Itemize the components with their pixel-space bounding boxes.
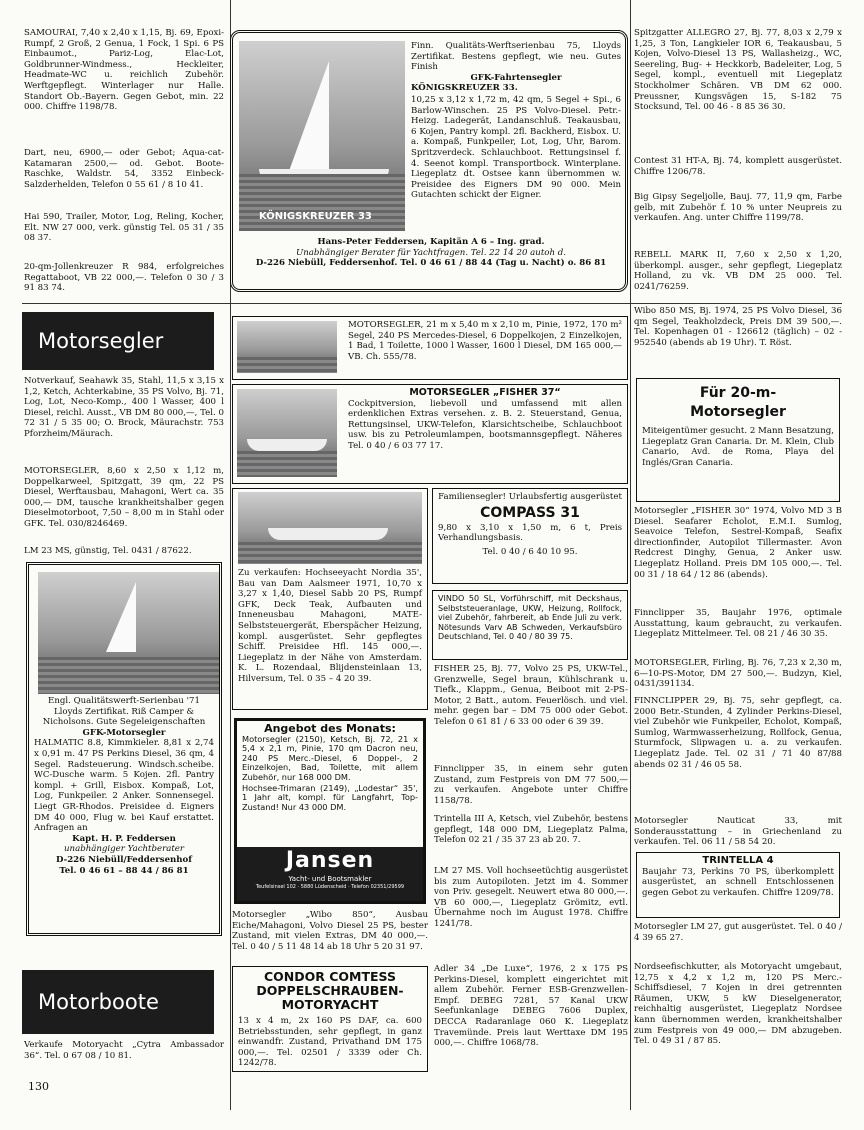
ad-jansen [234,718,426,904]
koenigskreuzer-heading: GFK-Fahrtensegler [470,72,562,83]
ad-firling: MOTORSEGLER, Firling, Bj. 76, 7,23 x 2,30 m, 6—10-PS-Motor, DM 27 500,—. Budzyn, Kiel, 0431/391134. [634,658,842,690]
photo-caption: KÖNIGSKREUZER 33 [259,211,372,223]
ad-trintella-3: Trintella III A, Ketsch, viel Zubehör, bestens gepflegt, 148 000 DM, Liegeplatz Palma, Telefon 02 21 / 35 37 23 ab 20. 7. [434,814,628,846]
compass-phone: Tel. 0 40 / 6 40 10 95. [482,546,578,557]
halmatic-intro: Engl. Qualitätswerft-Serienbau '71 Lloyds Zertifikat. Riß Camper & Nicholsons. Gute Segeleigenschaften [42,696,206,728]
ad-nauticat: Motorsegler Nauticat 33, mit Sonderausstattung – in Griechenland zu verkaufen. Tel. 06 11 / 58 54 20. [634,816,842,848]
jansen-offer-1: Motorsegler (2150), Ketsch, Bj. 72, 21 x 5,4 x 2,1 m, Pinie, 170 qm Dacron neu, 240 PS Merc.-Diesel, 6 Doppel-, 2 Einzelkojen, Bad, Toilette, mit allem Zubehör, nur 168 000 DM. [242,733,418,782]
ad-nordia [232,488,428,710]
ad-fisher-37 [232,384,628,484]
ad-lm27: LM 27 MS. Voll hochseetüchtig ausgerüstet bis zum Autopiloten. Jetzt im 4. Sommer von Priv. gesegelt. Neuwert etwa 80 000,—. VB 60 000,—, Liegeplatz Grömitz, evtl. Übernahme noch im August 1978. Chiffre 1241/78. [434,866,628,929]
ad-adler-34: Adler 34 „De Luxe“, 1976, 2 x 175 PS Perkins-Diesel, komplett eingerichtet mit allem Zubehör. Ferner ESB-Grenzwellen-Empf. DEBEG 7281, 57 Kanal UKW Seefunkanlage DEBEG 7606 Duplex, DECCA Radaranlage 060 K. Liegeplatz Travemünde. Preis laut Werttaxe DM 195 000,—. Chiffre 1068/78. [434,964,628,1049]
trintella-4-text: Baujahr 73, Perkins 70 PS, überkomplett ausgerüstet, an schnell Entschlossenen gegen Gebot zu verkaufen. Chiffre 1209/78. [642,866,834,898]
compass-title: COMPASS 31 [480,504,580,521]
halmatic-address: D-226 Niebüll/Feddersenhof [56,854,192,865]
ad-big-gipsy: Big Gipsy Segeljolle, Bauj. 77, 11,9 qm, Farbe gelb, mit Zubehör f. 10 % unter Neupreis zu verkaufen. Ang. unter Chiffre 1199/78. [634,192,842,224]
halmatic-body: HALMATIC 8.8, Kimmkieler. 8,81 x 2,74 x 0,91 m. 47 PS Perkins Diesel, 36 qm, 4 Segel. Radsteuerung. Windsch.scheibe. WC-Dusche warm. 5 Kojen. 2fl. Pantry kompl. + Grill, Eisbox. Kompaß, Lot, Log, Funkpeiler. 2 Anker. Sonnensegel. Liegt GR-Rhodos. Preisidee d. Eigners DM 40 000, Flug w. bei Kauf erstattet. Anfragen an [34,738,214,834]
jansen-tagline: Yacht- und Bootsmakler [288,875,372,883]
halmatic-heading: GFK-Motorsegler [82,727,166,738]
ad-notverkauf: Notverkauf, Seahawk 35, Stahl, 11,5 x 3,15 x 1,2, Ketch, Achterkabine, 35 PS Volvo, Bj. 71, Log, Lot, Neco-Komp., 400 l Wasser, 400 l Diesel, reichl. Ausst., VB DM 80 000,—, Tel. 0 72 31 / 5 35 00; O. Brock, Mäurachstr. 753 Pforzheim/Mäurach. [24,376,224,439]
condor-text: 13 x 4 m, 2x 160 PS DAF, ca. 600 Betriebsstunden, sehr gepflegt, in ganz einwandfr. Zustand, Privathand DM 175 000,—. Tel. 02501 / 3339 oder Ch. 1242/78. [238,1016,422,1069]
ad-fisher-25: FISHER 25, Bj. 77, Volvo 25 PS, UKW-Tel., Grenzwelle, Segel braun, Kühlschrank u. Tiefk., Klappm., Genua, Beiboot mit 2-PS-Motor, 2 Batt., autom. Feuerlösch. und viel. mehr. gegen bar – DM 75 000 oder Gebot. Telefon 0 61 81 / 6 33 00 oder 6 39 39. [434,664,628,727]
koenigskreuzer-address: D-226 Niebüll, Feddersenhof. Tel. 0 46 61 / 88 44 (Tag u. Nacht) o. 86 81 [255,258,607,269]
fuer-20m-title: Für 20-m-Motorsegler [690,385,786,420]
ad-rebell: REBELL MARK II, 7,60 x 2,50 x 1,20, überkompl. ausger., sehr gepflegt, Liegeplatz Holland, zu vk. VB DM 25 000. Tel. 0241/76259. [634,250,842,292]
ad-lm27-ms: Motorsegler LM 27, gut ausgerüstet. Tel. 0 40 / 4 39 65 27. [634,922,842,943]
section-banner-motorboote: Motorboote [22,970,214,1034]
fisher-37-title: MOTORSEGLER „FISHER 37“ [409,387,561,398]
ad-finnclipper-35b: Finnclipper 35, Baujahr 1976, optimale Ausstattung, kaum gebraucht, zu verkaufen. Liegeplatz Mittelmeer. Tel. 08 21 / 46 30 35. [634,608,842,640]
ad-motorsegler-21m [232,316,628,380]
jansen-heading: Angebot des Monats: [264,722,396,735]
trintella-4-title: TRINTELLA 4 [702,855,774,866]
ad-motorsegler-860: MOTORSEGLER, 8,60 x 2,50 x 1,12 m, Doppelkarweel, Spitzgatt, 39 qm, 22 PS Diesel, Werftausbau, Mahagoni, Wert ca. 35 000,— DM, tausche krankheitshalber gegen Dieselmotorboot, 7,50 – 8,00 m in Stahl oder GFK. Tel. 030/8246469. [24,466,224,529]
ad-contest: Contest 31 HT-A, Bj. 74, komplett ausgerüstet. Chiffre 1206/78. [634,156,842,177]
fisher-37-text: Cockpitversion, liebevoll und umfassend mit allen erdenklichen Extras versehen. z. B. 2. Steuerstand, Genua, Rettungsinsel, UKW-Telefon, Klarsichtscheibe, Schlauchboot usw. bis zu Petroleumlampen, bootsmannsgepflegt. Näheres Tel. 0 40 / 6 03 77 17. [348,398,622,451]
ad-wibo-850: Motorsegler „Wibo 850“, Ausbau Eiche/Mahagoni, Volvo Diesel 25 PS, bester Zustand, mit vielen Extras, DM 40 000,—. Tel. 0 40 / 5 11 48 14 ab 18 Uhr 5 20 31 97. [232,910,428,952]
jansen-offer-2: Hochsee-Trimaran (2149), „Lodestar“ 35', 1 Jahr alt, kompl. für Langfahrt, Top-Zustand! Nur 43 000 DM. [242,782,418,812]
ad-dart: Dart, neu, 6900,— oder Gebot; Aqua-cat-Katamaran 2500,— od. Gebot. Boote-Raschke, Waldstr. 54, 3352 Einbeck-Salzderhelden, Telefon 0 55 61 / 8 10 41. [24,148,224,190]
ad-hai: Hai 590, Trailer, Motor, Log, Reling, Kocher, Elt. NW 27 000, verk. günstig Tel. 05 31 / 35 08 37. [24,212,224,244]
motorsegler-21m-text: MOTORSEGLER, 21 m x 5,40 m x 2,10 m, Pinie, 1972, 170 m² Segel, 240 PS Mercedes-Diesel, 6 Doppelkojen, 2 Einzelkojen, 1 Bad, 1 Toilette, 1000 l Wasser, 1600 l Diesel, DM 165 000,— VB. Ch. 555/78. [348,320,622,362]
koenigskreuzer-contact-role: Unabhängiger Berater für Yachtfragen. Tel. 22 14 20 autoh d. [296,247,566,258]
ad-lm23: LM 23 MS, günstig, Tel. 0431 / 87622. [24,546,192,556]
compass-body: 9,80 x 3,10 x 1,50 m, 6 t, Preis Verhandlungsbasis. [438,522,622,544]
ad-trintella-4 [636,852,840,918]
ad-cytra: Verkaufe Motoryacht „Cytra Ambassador 36“. Tel. 0 67 08 / 10 81. [24,1040,224,1061]
ad-finnclipper-35: Finnclipper 35, in einem sehr guten Zustand, zum Festpreis von DM 77 500,— zu verkaufen. Angebote unter Chiffre 1158/78. [434,764,628,806]
ad-halmatic [26,562,222,936]
ad-koenigskreuzer [230,30,628,292]
ad-nordseefischkutter: Nordseefischkutter, als Motoryacht umgebaut, 12,75 x 4,2 x 1,2 m, 120 PS Merc.-Schiffsdiesel, 7 Kojen in drei getrennten Räumen, UKW, 5 kW Dieselgenerator, reichhaltig ausgerüstet, Liegeplatz Nordsee kann übernommen werden, krankheitshalber zum Festpreis von 49 000,— DM abzugeben. Tel. 0 49 31 / 87 85. [634,962,842,1047]
koenigskreuzer-body: 10,25 x 3,12 x 1,72 m, 42 qm, 5 Segel + Spi., 6 Barlow-Winschen. 25 PS Volvo-Diesel. Petr.-Heizg. Ladegerät, Landanschluß. Teakausbau, 6 Kojen, Pantry kompl. 2fl. Backherd, Eisbox. U. a. Kompaß, Funkpeiler, Lot, Log, Uhr, Barom. Spritzverdeck. Schlauchboot. Rettungsinsel f. 4. Seenot kompl. Transportbock. Winterplane. Liegeplatz dt. Ostsee kann übernommen w. Preisidee des Eigners DM 90 000. Mein Gutachten schickt der Eigner. [411,95,621,201]
ad-jollenkreuzer: 20-qm-Jollenkreuzer R 984, erfolgreiches Regattaboot, VB 22 000,—. Telefon 0 30 / 3 91 83 74. [24,262,224,294]
ad-samourai: SAMOURAI, 7,40 x 2,40 x 1,15, Bj. 69, Epoxi-Rumpf, 2 Groß, 2 Genua, 1 Fock, 1 Spi. 6 PS Einbaumot., Pariz-Log, Elac-Lot, Goldbrunner-Windmess., Heckleiter, Headmate-WC u. reichlich Zubehör. Werftgepflegt. Winterlager nur Halle. Standort Ob.-Bayern. Gegen Gebot, min. 22 000. Chiffre 1198/78. [24,28,224,113]
koenigskreuzer-intro: Finn. Qualitäts-Werftserienbau 75, Lloyds Zertifikat. Bestens gepflegt, wie neu. Gutes Finish [411,41,621,73]
ad-compass-31 [432,488,628,584]
page-number: 130 [28,1082,49,1093]
compass-intro: Familiensegler! Urlaubsfertig ausgerüstet [438,492,622,502]
ad-condor [232,966,428,1072]
row-divider [22,303,842,304]
photo-halmatic [38,572,220,694]
halmatic-contact: Kapt. H. P. Feddersen [72,833,176,844]
ad-finnclipper-29: FINNCLIPPER 29, Bj. 75, sehr gepflegt, ca. 2000 Betr.-Stunden, 4 Zylinder Perkins-Diesel, viel Zubehör wie Funkpeiler, Echolot, Kompaß, Sumlog, Warmwasserheizung, Rollfock, Genua, Sturmfock, Slipwagen u. a. zu verkaufen. Liegeplatz Jade. Tel. 02 31 / 71 40 87/88 abends 02 31 / 46 05 58. [634,696,842,770]
column-divider [630,0,631,1110]
halmatic-contact-role: unabhängiger Yachtberater [64,844,184,855]
ad-vindo: VINDO 50 SL, Vorführschiff, mit Deckshaus, Selbststeueranlage, UKW, Heizung, Rollfock, viel Zubehör, fahrbereit, ab Ende Juli zu verk. Nötesunds Varv AB Schweden, Verkaufsbüro Deutschland, Tel. 0 40 / 80 39 75. [432,590,628,660]
ad-allegro: Spitzgatter ALLEGRO 27, Bj. 77, 8,03 x 2,79 x 1,25, 3 Ton, Langkieler IOR 6, Teakausbau, 5 Kojen, Volvo-Diesel 13 PS, Wallasheizg., WC, Seereling, Bug- + Heckkorb, Badeleiter, Log, 5 Segel, kompl., eventuell mit Liegeplatz Stockholmer Schären. VB DM 62 000. Preussner, Kungsvägen 15, S-182 75 Stocksund, Tel. 00 46 - 8 85 36 30. [634,28,842,113]
ad-wibo-850-ms: Wibo 850 MS, Bj. 1974, 25 PS Volvo Diesel, 36 qm Segel, Teakholzdeck, Preis DM 39 500,—. Tel. Kopenhagen 01 - 126612 (täglich) – 02 - 952540 (abends ab 19 Uhr). T. Röst. [634,306,842,348]
ad-fisher-30: Motorsegler „FISHER 30“ 1974, Volvo MD 3 B Diesel. Seafarer Echolot, E.M.I. Sumlog, Seavoice Telefon, Sestrel-Kompaß, Seafix directionfinder, Autopilot Tillermaster. Avon Redcrest Dinghy, Genua, 2 Anker usw. Liegeplatz Holland. Preis DM 105 000,—. Tel. 00 31 / 18 64 / 12 86 (abends). [634,506,842,580]
koenigskreuzer-subheading: KÖNIGSKREUZER 33. [411,83,518,94]
nordia-text: Zu verkaufen: Hochseeyacht Nordia 35', Bau van Dam Aalsmeer 1971, 10,70 x 3,27 x 1,40, Diesel Sabb 20 PS, Rumpf GFK, Deck Teak, Aufbauten und Inneneusbau Mahagoni, MATE-Selbststeuergerät, Eberspächer Heizung, kompl. ausgerüstet. Sehr gepflegtes Schiff. Preisidee Hfl. 145 000,—. Liegeplatz in der Nähe von Amsterdam. K. L. Rozendaal, Blijdensteinlaan 13, Hilversum, Tel. 0 35 – 4 20 39. [238,568,422,684]
photo-koenigskreuzer [239,41,405,231]
photo-motorsegler-21m [237,321,337,373]
jansen-logo: Jansen [285,848,375,873]
jansen-logo-block [237,847,423,901]
section-banner-motorsegler: Motorsegler [22,312,214,370]
koenigskreuzer-contact: Hans-Peter Feddersen, Kapitän A 6 – Ing. grad. [317,237,545,247]
halmatic-phone: Tel. 0 46 61 – 88 44 / 86 81 [59,865,189,876]
photo-fisher-37 [237,389,337,477]
ad-fuer-20m [636,378,840,502]
jansen-address: Teufelsinsel 102 · 5880 Lüdenscheid · Telefon 02351/29599 [255,884,405,890]
photo-nordia [238,492,422,564]
fuer-20m-text: Miteigentümer gesucht. 2 Mann Besatzung, Liegeplatz Gran Canaria. Dr. M. Klein, Club Canario, Avd. de Roma, Playa del Inglés/Gran Canaria. [642,426,834,468]
condor-title: CONDOR COMTESS DOPPELSCHRAUBEN-MOTORYACHT [256,969,404,1012]
